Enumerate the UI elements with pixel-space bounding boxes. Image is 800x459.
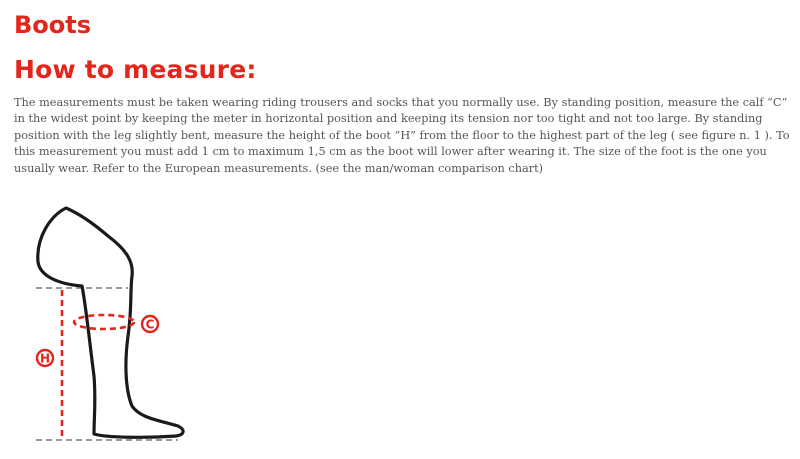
instructions-paragraph: The measurements must be taken wearing riding trousers and socks that you normally use. By standing position, measure the calf “C” in the widest point by keeping the meter in horizontal position and keeping its tension nor too tight and not too large. By standing position with the leg slightly bent, measure the height of the boot “H” from the floor to the highest part of the leg ( see figure n. 1 ). To this measurement you must add 1 cm to maximum 1,5 cm as the boot will lower after wearing it. The size of the foot is the one you usually wear. Refer to the European measurements. (see the man/woman comparison chart) — [14, 96, 790, 175]
height-marker-label: H — [39, 351, 51, 366]
leg-diagram — [28, 196, 218, 452]
section-heading: How to measure: — [14, 55, 257, 84]
calf-marker-icon — [142, 316, 158, 332]
leg-outline — [38, 208, 183, 437]
calf-marker-label: C — [145, 317, 155, 332]
page-title: Boots — [14, 11, 92, 39]
height-marker-icon — [37, 350, 53, 366]
leg-measurement-figure — [28, 196, 218, 452]
calf-measure-ellipse — [74, 315, 134, 329]
